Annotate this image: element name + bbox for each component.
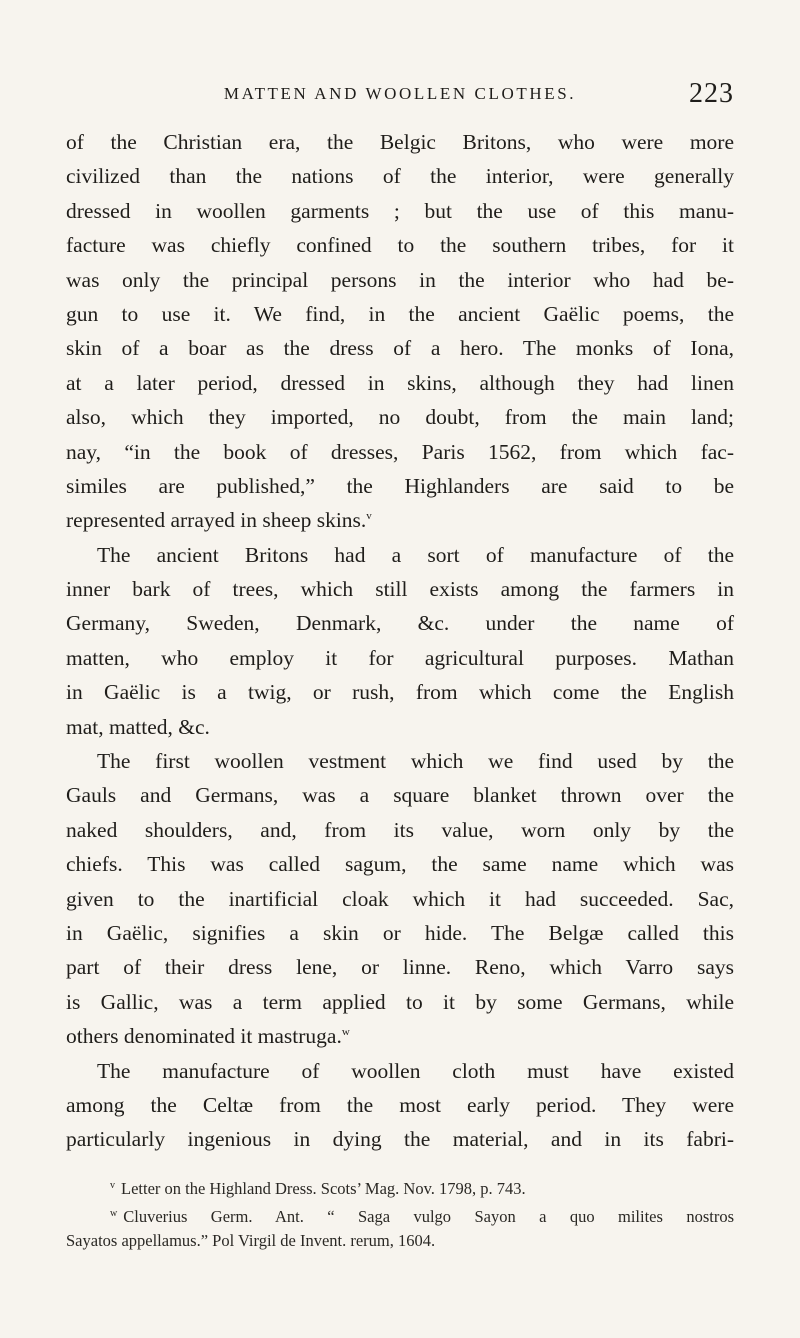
footnote-w-continued: Sayatos appellamus.” Pol Virgil de Invent. rerum, 1604.: [66, 1231, 436, 1251]
text-line: skin of a boar as the dress of a hero. The monks of Iona,: [66, 336, 734, 361]
text-line-with-note: [66, 503, 734, 537]
text-line: dressed in woollen garments ; but the use of this manu-: [66, 198, 734, 223]
footnotes: [66, 1174, 734, 1254]
page-header: [66, 78, 734, 114]
text-line: similes are published,” the Highlanders are said to be: [66, 473, 734, 498]
text-line: particularly ingenious in dying the material, and in its fabri-: [66, 1127, 734, 1152]
footnote-mark-w: w: [110, 1207, 118, 1219]
text-line: inner bark of trees, which still exists among the farmers in: [66, 577, 734, 602]
text-line: others denominated it mastruga.: [66, 1024, 342, 1049]
page-number: 223: [689, 78, 734, 109]
footnote-v: [66, 1174, 734, 1202]
text-line: is Gallic, was a term applied to it by some Germans, while: [66, 989, 734, 1014]
footnote-w: [66, 1202, 734, 1230]
text-line: in Gaëlic is a twig, or rush, from which come the English: [66, 680, 734, 705]
text-line: mat, matted, &c.: [66, 714, 210, 739]
footnote-text: Letter on the Highland Dress. Scots’ Mag. Nov. 1798, p. 743.: [121, 1179, 526, 1198]
text-line: matten, who employ it for agricultural purposes. Mathan: [66, 645, 734, 670]
footnote-mark-v: v: [110, 1180, 115, 1191]
text-line: represented arrayed in sheep skins.: [66, 508, 367, 533]
text-line: also, which they imported, no doubt, from the main land;: [66, 405, 734, 430]
text-line: civilized than the nations of the interior, were generally: [66, 164, 734, 189]
text-line: chiefs. This was called sagum, the same name which was: [66, 852, 734, 877]
text-line: part of their dress lene, or linne. Reno, which Varro says: [66, 955, 734, 980]
body-text: [66, 125, 734, 1157]
footnote-ref-w[interactable]: w: [341, 1026, 350, 1039]
footnote-ref-v[interactable]: v: [366, 510, 372, 523]
text-line-with-note: [66, 1019, 734, 1053]
text-line: gun to use it. We find, in the ancient Gaëlic poems, the: [66, 301, 734, 326]
text-line: of the Christian era, the Belgic Britons, who were more: [66, 130, 734, 154]
text-line: Gauls and Germans, was a square blanket thrown over the: [66, 783, 734, 808]
footnote-text: Cluverius Germ. Ant. “ Saga vulgo Sayon a quo milites nostros: [123, 1206, 734, 1226]
paragraph-start: The manufacture of woollen cloth must have existed: [97, 1058, 734, 1083]
running-title: MATTEN AND WOOLLEN CLOTHES.: [223, 84, 577, 103]
text-line: facture was chiefly confined to the southern tribes, for it: [66, 233, 734, 258]
text-line: in Gaëlic, signifies a skin or hide. The Belgæ called this: [66, 920, 734, 945]
text-line: naked shoulders, and, from its value, worn only by the: [66, 817, 734, 842]
text-line: was only the principal persons in the interior who had be-: [66, 267, 734, 292]
text-line: at a later period, dressed in skins, although they had linen: [66, 370, 734, 395]
text-line: nay, “in the book of dresses, Paris 1562, from which fac-: [66, 439, 734, 464]
text-line: among the Celtæ from the most early period. They were: [66, 1092, 734, 1117]
paragraph-start: The ancient Britons had a sort of manufacture of the: [97, 542, 734, 567]
text-line: Germany, Sweden, Denmark, &c. under the name of: [66, 611, 734, 636]
text-line: given to the inartificial cloak which it had succeeded. Sac,: [66, 886, 734, 911]
paragraph-start: The first woollen vestment which we find used by the: [97, 749, 734, 774]
